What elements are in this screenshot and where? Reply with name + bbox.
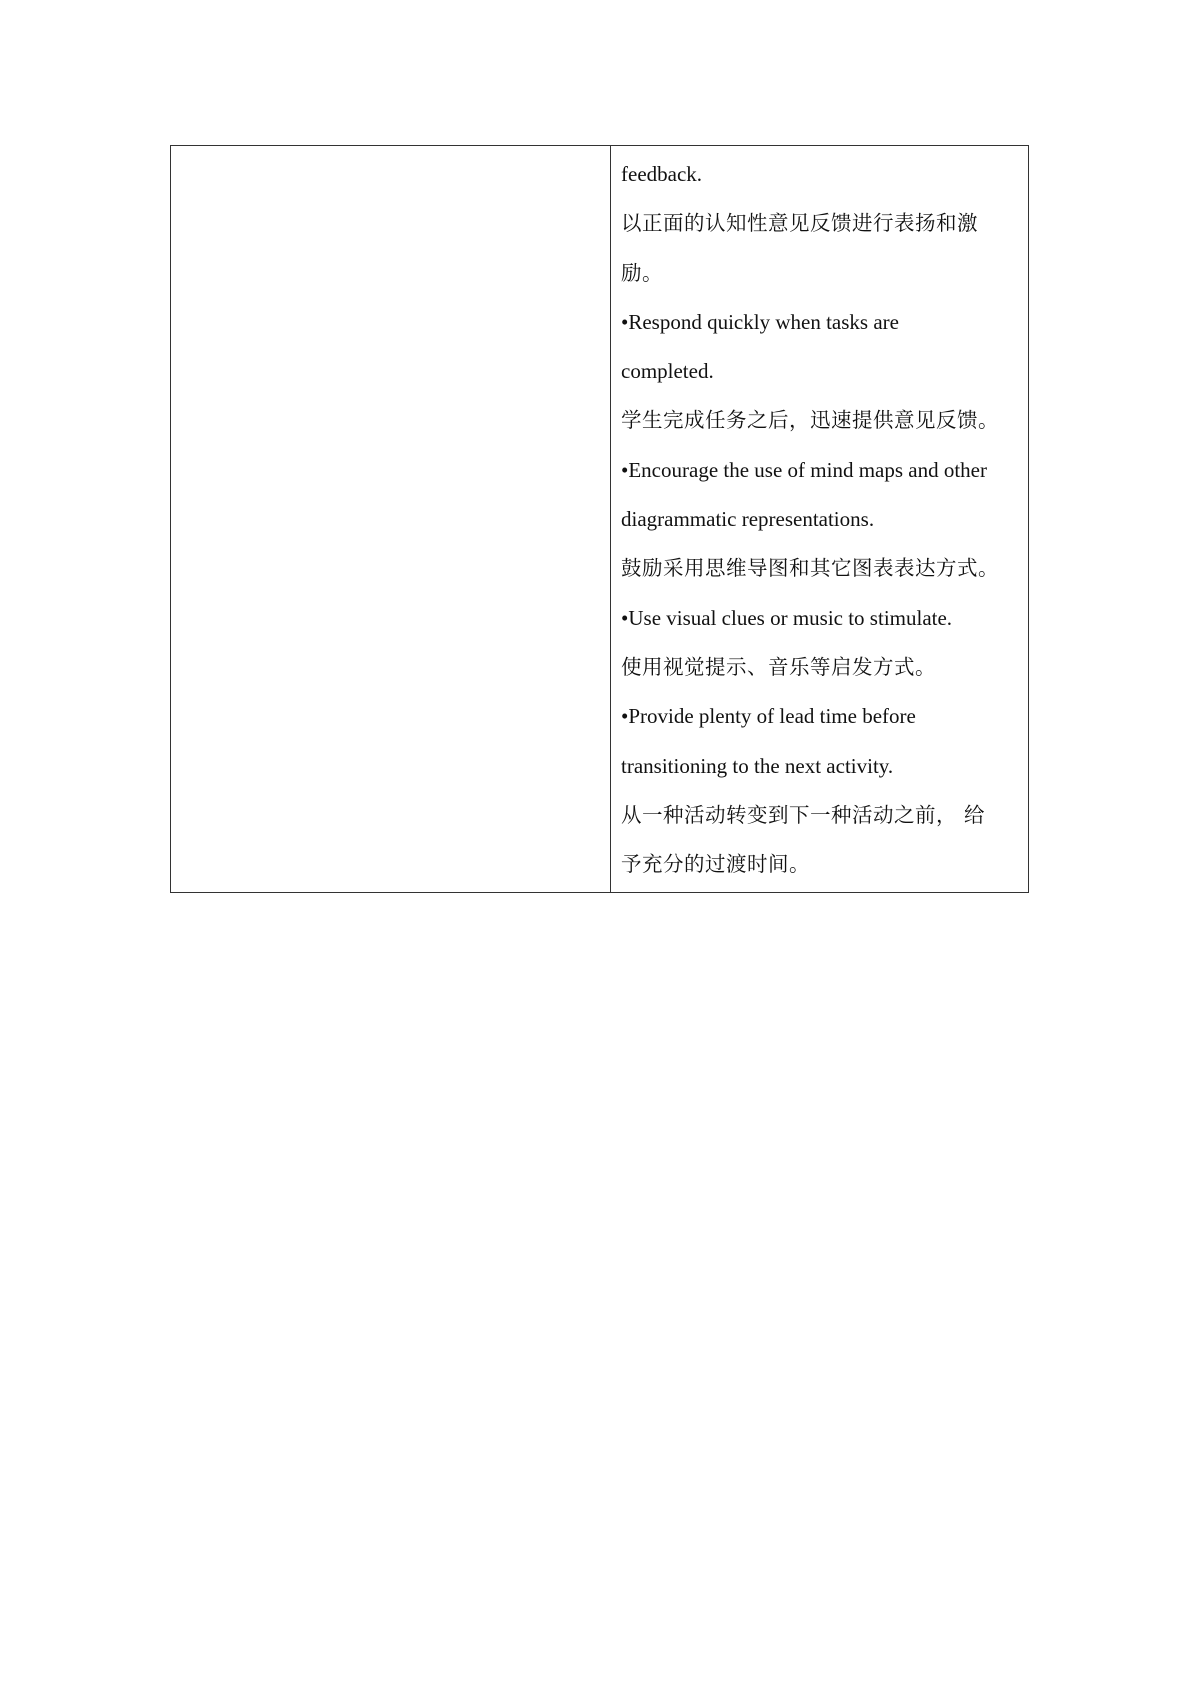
text-line: 以正面的认知性意见反馈进行表扬和激 — [621, 211, 978, 236]
text-line: 学生完成任务之后，迅速提供意见反馈。 — [621, 408, 999, 433]
text-line: 励。 — [621, 260, 663, 285]
text-line: 从一种活动转变到下一种活动之前， 给 — [621, 802, 986, 827]
text-line: transitioning to the next activity. — [621, 753, 894, 778]
text-line: 鼓励采用思维导图和其它图表表达方式。 — [621, 556, 999, 581]
right-cell — [611, 146, 1029, 893]
text-line: •Encourage the use of mind maps and other — [621, 457, 987, 482]
text-line: •Use visual clues or music to stimulate. — [621, 605, 953, 630]
left-cell-empty — [171, 146, 611, 893]
table-row — [171, 146, 1029, 893]
right-cell-text — [611, 146, 1028, 892]
text-line: completed. — [621, 359, 714, 384]
text-line: diagrammatic representations. — [621, 507, 875, 532]
document-table — [170, 145, 1029, 893]
text-line: •Provide plenty of lead time before — [621, 704, 916, 729]
text-line: feedback. — [621, 162, 703, 186]
text-line: 使用视觉提示、音乐等启发方式。 — [621, 654, 936, 679]
text-line: 予充分的过渡时间。 — [621, 852, 810, 877]
text-line: •Respond quickly when tasks are — [621, 309, 899, 334]
